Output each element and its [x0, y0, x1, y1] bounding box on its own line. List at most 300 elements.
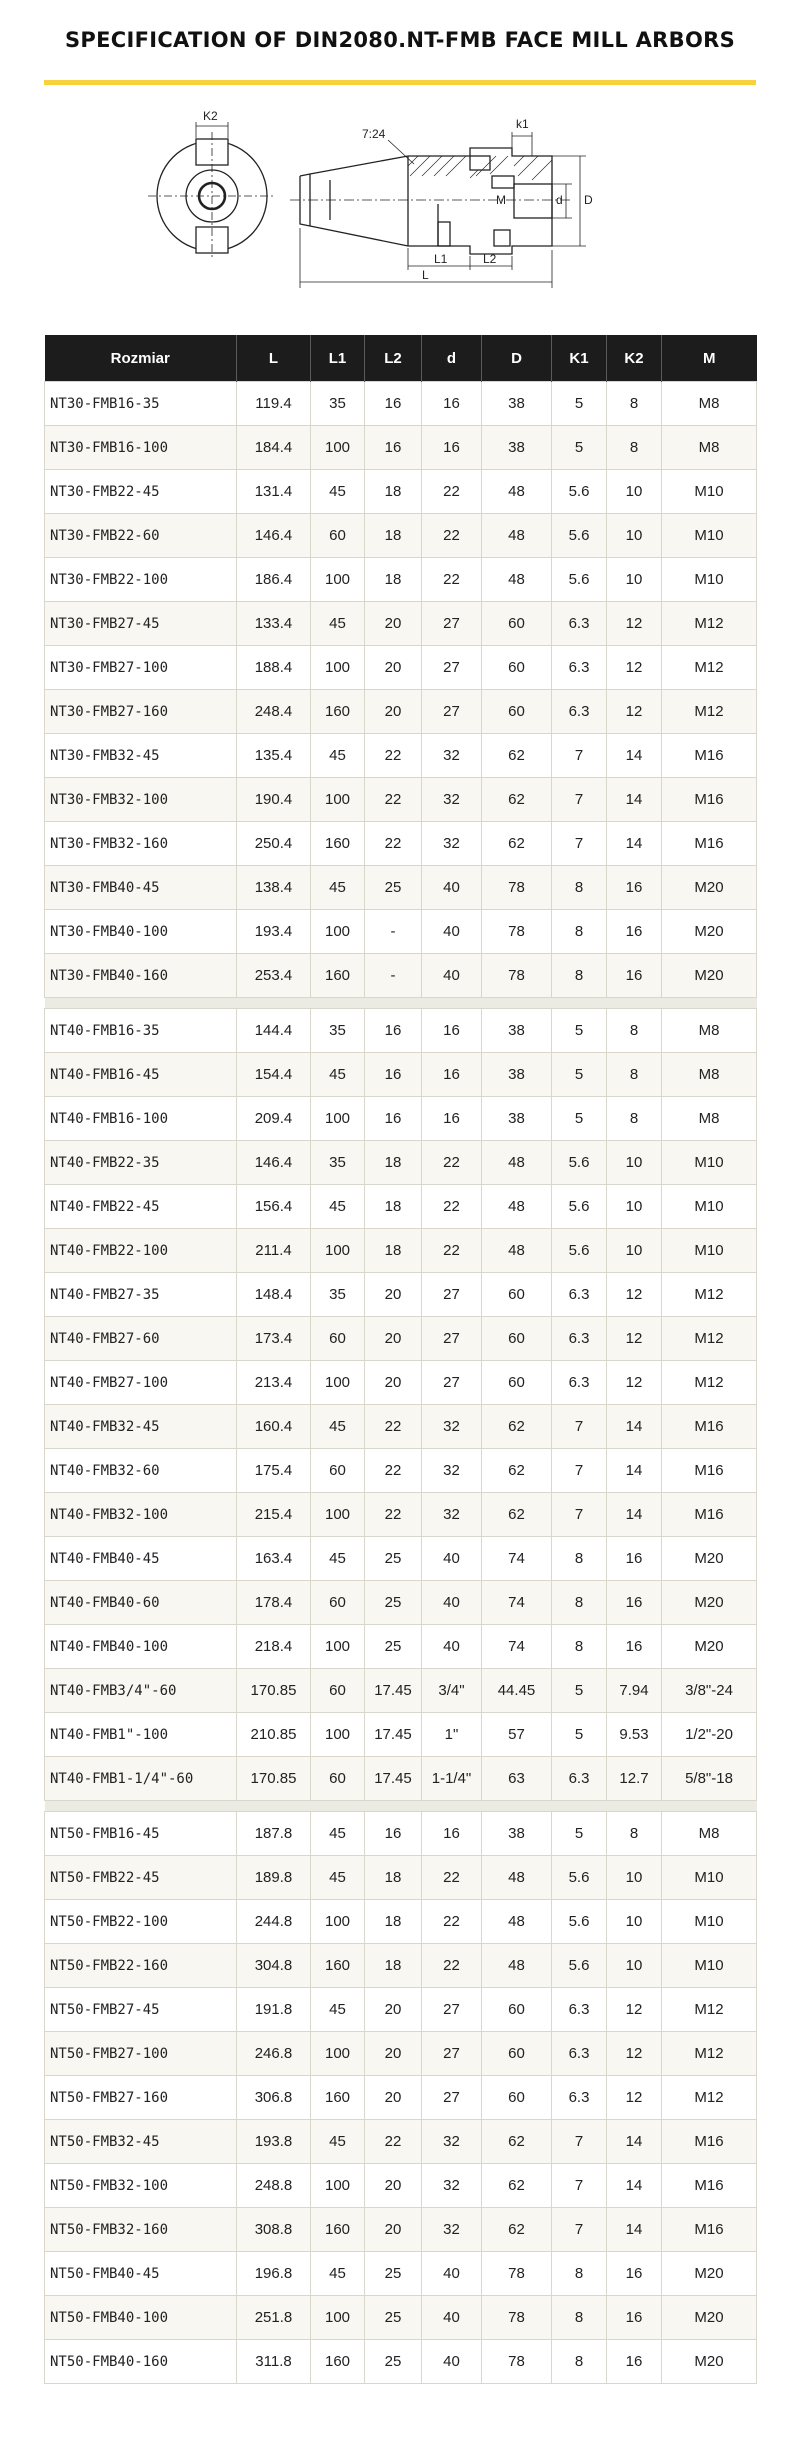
value-cell: 32: [422, 822, 482, 866]
value-cell: 10: [607, 514, 662, 558]
value-cell: 62: [482, 2208, 552, 2252]
column-header: D: [482, 335, 552, 382]
value-cell: 7: [552, 734, 607, 778]
value-cell: 22: [422, 1185, 482, 1229]
specification-table: [44, 335, 757, 2384]
value-cell: 32: [422, 2164, 482, 2208]
value-cell: 131.4: [237, 470, 311, 514]
value-cell: 17.45: [365, 1757, 422, 1801]
value-cell: M20: [662, 910, 757, 954]
value-cell: 7: [552, 2164, 607, 2208]
value-cell: 60: [311, 1581, 365, 1625]
value-cell: 1-1/4": [422, 1757, 482, 1801]
value-cell: 5: [552, 1812, 607, 1856]
value-cell: 45: [311, 1185, 365, 1229]
value-cell: 6.3: [552, 646, 607, 690]
value-cell: 62: [482, 2120, 552, 2164]
value-cell: M16: [662, 734, 757, 778]
value-cell: 188.4: [237, 646, 311, 690]
value-cell: 62: [482, 734, 552, 778]
value-cell: 5.6: [552, 1185, 607, 1229]
value-cell: 135.4: [237, 734, 311, 778]
value-cell: 6.3: [552, 602, 607, 646]
value-cell: 184.4: [237, 426, 311, 470]
value-cell: 22: [365, 1449, 422, 1493]
label-k2: K2: [203, 109, 218, 123]
value-cell: 10: [607, 1229, 662, 1273]
value-cell: 8: [552, 2296, 607, 2340]
value-cell: 60: [482, 2076, 552, 2120]
value-cell: 8: [552, 1581, 607, 1625]
value-cell: 189.8: [237, 1856, 311, 1900]
value-cell: 100: [311, 1097, 365, 1141]
value-cell: 45: [311, 1053, 365, 1097]
value-cell: 18: [365, 470, 422, 514]
value-cell: 10: [607, 1856, 662, 1900]
value-cell: M12: [662, 1273, 757, 1317]
value-cell: 16: [607, 910, 662, 954]
label-m: M: [496, 193, 506, 207]
value-cell: 193.8: [237, 2120, 311, 2164]
value-cell: 6.3: [552, 1273, 607, 1317]
value-cell: 48: [482, 514, 552, 558]
value-cell: 35: [311, 382, 365, 426]
value-cell: M8: [662, 426, 757, 470]
value-cell: 16: [365, 426, 422, 470]
label-taper: 7:24: [362, 127, 386, 141]
value-cell: 163.4: [237, 1537, 311, 1581]
value-cell: 12: [607, 2032, 662, 2076]
value-cell: 22: [365, 778, 422, 822]
value-cell: 16: [607, 1581, 662, 1625]
value-cell: 20: [365, 602, 422, 646]
value-cell: 146.4: [237, 1141, 311, 1185]
value-cell: 60: [311, 514, 365, 558]
table-row: [45, 1097, 757, 1141]
value-cell: 45: [311, 1856, 365, 1900]
value-cell: 27: [422, 1361, 482, 1405]
value-cell: 253.4: [237, 954, 311, 998]
table-row: [45, 1713, 757, 1757]
value-cell: 248.8: [237, 2164, 311, 2208]
value-cell: 6.3: [552, 2076, 607, 2120]
value-cell: 48: [482, 1856, 552, 1900]
value-cell: 25: [365, 866, 422, 910]
value-cell: 22: [365, 2120, 422, 2164]
value-cell: 20: [365, 2076, 422, 2120]
value-cell: 62: [482, 778, 552, 822]
value-cell: 209.4: [237, 1097, 311, 1141]
value-cell: 32: [422, 2120, 482, 2164]
value-cell: 40: [422, 2252, 482, 2296]
table-row: [45, 1757, 757, 1801]
value-cell: 8: [607, 1053, 662, 1097]
table-row: [45, 1625, 757, 1669]
value-cell: 14: [607, 2120, 662, 2164]
size-cell: NT40-FMB1"-100: [45, 1713, 237, 1757]
table-row: [45, 1317, 757, 1361]
table-row: [45, 2296, 757, 2340]
value-cell: 6.3: [552, 2032, 607, 2076]
table-header-row: [45, 335, 757, 382]
size-cell: NT50-FMB22-45: [45, 1856, 237, 1900]
value-cell: 22: [365, 734, 422, 778]
value-cell: 78: [482, 2296, 552, 2340]
value-cell: 74: [482, 1625, 552, 1669]
value-cell: 8: [552, 910, 607, 954]
table-row: [45, 734, 757, 778]
table-row: [45, 910, 757, 954]
value-cell: 40: [422, 1625, 482, 1669]
value-cell: 22: [365, 1493, 422, 1537]
value-cell: 32: [422, 778, 482, 822]
column-header: K1: [552, 335, 607, 382]
value-cell: 193.4: [237, 910, 311, 954]
value-cell: 3/8"-24: [662, 1669, 757, 1713]
group-separator: [45, 998, 757, 1009]
value-cell: 17.45: [365, 1669, 422, 1713]
value-cell: 16: [607, 954, 662, 998]
size-cell: NT50-FMB16-45: [45, 1812, 237, 1856]
value-cell: 16: [365, 1812, 422, 1856]
table-row: [45, 2164, 757, 2208]
table-row: [45, 1856, 757, 1900]
value-cell: 7: [552, 1493, 607, 1537]
size-cell: NT30-FMB22-60: [45, 514, 237, 558]
value-cell: 8: [607, 382, 662, 426]
value-cell: 5.6: [552, 514, 607, 558]
label-k1: k1: [516, 117, 529, 131]
value-cell: 12: [607, 646, 662, 690]
value-cell: 5.6: [552, 470, 607, 514]
value-cell: 191.8: [237, 1988, 311, 2032]
value-cell: 16: [422, 1009, 482, 1053]
value-cell: 10: [607, 1900, 662, 1944]
value-cell: 14: [607, 2208, 662, 2252]
size-cell: NT50-FMB40-100: [45, 2296, 237, 2340]
size-cell: NT30-FMB32-160: [45, 822, 237, 866]
value-cell: 40: [422, 910, 482, 954]
size-cell: NT50-FMB40-160: [45, 2340, 237, 2384]
value-cell: 186.4: [237, 558, 311, 602]
table-row: [45, 1141, 757, 1185]
value-cell: 10: [607, 1141, 662, 1185]
value-cell: 190.4: [237, 778, 311, 822]
value-cell: 14: [607, 734, 662, 778]
column-header: L: [237, 335, 311, 382]
value-cell: M12: [662, 602, 757, 646]
value-cell: M10: [662, 1944, 757, 1988]
value-cell: 304.8: [237, 1944, 311, 1988]
value-cell: 6.3: [552, 1988, 607, 2032]
size-cell: NT50-FMB27-45: [45, 1988, 237, 2032]
table-row: [45, 2120, 757, 2164]
value-cell: 100: [311, 778, 365, 822]
arbor-technical-drawing: [140, 104, 660, 294]
value-cell: 38: [482, 1053, 552, 1097]
value-cell: M10: [662, 514, 757, 558]
value-cell: 40: [422, 954, 482, 998]
value-cell: 12: [607, 602, 662, 646]
table-row: [45, 426, 757, 470]
value-cell: M20: [662, 1581, 757, 1625]
value-cell: 45: [311, 1988, 365, 2032]
label-small-d: d: [556, 193, 563, 207]
value-cell: 78: [482, 2252, 552, 2296]
value-cell: 5.6: [552, 1944, 607, 1988]
size-cell: NT40-FMB3/4"-60: [45, 1669, 237, 1713]
table-row: [45, 690, 757, 734]
value-cell: M10: [662, 470, 757, 514]
value-cell: 246.8: [237, 2032, 311, 2076]
value-cell: M16: [662, 2208, 757, 2252]
value-cell: 138.4: [237, 866, 311, 910]
value-cell: 244.8: [237, 1900, 311, 1944]
value-cell: 160: [311, 690, 365, 734]
value-cell: 40: [422, 2296, 482, 2340]
value-cell: M16: [662, 822, 757, 866]
size-cell: NT30-FMB22-45: [45, 470, 237, 514]
table-row: [45, 1053, 757, 1097]
value-cell: 16: [365, 1053, 422, 1097]
table-row: [45, 602, 757, 646]
value-cell: 6.3: [552, 690, 607, 734]
value-cell: 35: [311, 1273, 365, 1317]
size-cell: NT40-FMB32-100: [45, 1493, 237, 1537]
value-cell: 218.4: [237, 1625, 311, 1669]
value-cell: 16: [422, 382, 482, 426]
value-cell: 160.4: [237, 1405, 311, 1449]
value-cell: 5.6: [552, 1229, 607, 1273]
value-cell: 8: [552, 2252, 607, 2296]
size-cell: NT40-FMB27-35: [45, 1273, 237, 1317]
value-cell: 8: [552, 2340, 607, 2384]
value-cell: 5: [552, 1669, 607, 1713]
size-cell: NT50-FMB32-100: [45, 2164, 237, 2208]
value-cell: 74: [482, 1537, 552, 1581]
value-cell: 100: [311, 2296, 365, 2340]
value-cell: 38: [482, 1812, 552, 1856]
value-cell: 100: [311, 2032, 365, 2076]
value-cell: 144.4: [237, 1009, 311, 1053]
value-cell: 16: [422, 1097, 482, 1141]
value-cell: 248.4: [237, 690, 311, 734]
value-cell: 48: [482, 1900, 552, 1944]
value-cell: 16: [607, 1625, 662, 1669]
size-cell: NT40-FMB32-60: [45, 1449, 237, 1493]
value-cell: M20: [662, 866, 757, 910]
value-cell: 25: [365, 1581, 422, 1625]
value-cell: 62: [482, 2164, 552, 2208]
value-cell: 160: [311, 2208, 365, 2252]
table-row: [45, 1405, 757, 1449]
value-cell: 8: [552, 954, 607, 998]
value-cell: 27: [422, 646, 482, 690]
column-header: M: [662, 335, 757, 382]
value-cell: M10: [662, 558, 757, 602]
value-cell: 48: [482, 1229, 552, 1273]
column-header: Rozmiar: [45, 335, 237, 382]
value-cell: 32: [422, 2208, 482, 2252]
table-row: [45, 1812, 757, 1856]
value-cell: M8: [662, 1053, 757, 1097]
value-cell: 14: [607, 1449, 662, 1493]
value-cell: 100: [311, 1625, 365, 1669]
value-cell: 60: [482, 602, 552, 646]
value-cell: 45: [311, 470, 365, 514]
value-cell: 173.4: [237, 1317, 311, 1361]
value-cell: 22: [422, 1856, 482, 1900]
value-cell: M16: [662, 2120, 757, 2164]
size-cell: NT30-FMB16-35: [45, 382, 237, 426]
value-cell: 16: [607, 2340, 662, 2384]
label-l: L: [422, 268, 429, 282]
value-cell: 7: [552, 1405, 607, 1449]
value-cell: 40: [422, 1537, 482, 1581]
value-cell: 40: [422, 2340, 482, 2384]
value-cell: 60: [482, 1317, 552, 1361]
value-cell: 38: [482, 426, 552, 470]
value-cell: 20: [365, 1317, 422, 1361]
value-cell: 16: [607, 2252, 662, 2296]
table-row: [45, 1537, 757, 1581]
value-cell: 133.4: [237, 602, 311, 646]
value-cell: 27: [422, 2032, 482, 2076]
value-cell: 7: [552, 778, 607, 822]
value-cell: 170.85: [237, 1669, 311, 1713]
value-cell: 20: [365, 2208, 422, 2252]
value-cell: 5.6: [552, 1900, 607, 1944]
value-cell: 16: [422, 426, 482, 470]
value-cell: 8: [552, 866, 607, 910]
value-cell: 18: [365, 1141, 422, 1185]
size-cell: NT50-FMB27-100: [45, 2032, 237, 2076]
size-cell: NT30-FMB16-100: [45, 426, 237, 470]
value-cell: 14: [607, 778, 662, 822]
value-cell: 45: [311, 1537, 365, 1581]
column-header: L2: [365, 335, 422, 382]
value-cell: 20: [365, 2032, 422, 2076]
value-cell: 10: [607, 1944, 662, 1988]
value-cell: 1": [422, 1713, 482, 1757]
value-cell: 5: [552, 426, 607, 470]
value-cell: 45: [311, 2252, 365, 2296]
column-header: K2: [607, 335, 662, 382]
value-cell: M16: [662, 1405, 757, 1449]
value-cell: 22: [422, 514, 482, 558]
value-cell: 60: [311, 1449, 365, 1493]
value-cell: 32: [422, 734, 482, 778]
value-cell: 100: [311, 1900, 365, 1944]
size-cell: NT40-FMB16-100: [45, 1097, 237, 1141]
value-cell: 5: [552, 1713, 607, 1757]
value-cell: 5.6: [552, 558, 607, 602]
value-cell: 16: [607, 2296, 662, 2340]
table-row: [45, 1988, 757, 2032]
label-l1: L1: [434, 252, 448, 266]
value-cell: 3/4": [422, 1669, 482, 1713]
table-row: [45, 822, 757, 866]
value-cell: 22: [422, 558, 482, 602]
value-cell: 16: [365, 1009, 422, 1053]
value-cell: 5.6: [552, 1141, 607, 1185]
table-row: [45, 866, 757, 910]
table-row: [45, 1361, 757, 1405]
value-cell: 78: [482, 2340, 552, 2384]
size-cell: NT50-FMB32-160: [45, 2208, 237, 2252]
value-cell: 12: [607, 1988, 662, 2032]
value-cell: 14: [607, 1405, 662, 1449]
value-cell: 7: [552, 2208, 607, 2252]
column-header: d: [422, 335, 482, 382]
value-cell: M20: [662, 2296, 757, 2340]
value-cell: 22: [365, 822, 422, 866]
size-cell: NT40-FMB40-45: [45, 1537, 237, 1581]
value-cell: 100: [311, 426, 365, 470]
value-cell: 35: [311, 1009, 365, 1053]
value-cell: 14: [607, 1493, 662, 1537]
value-cell: 60: [482, 2032, 552, 2076]
size-cell: NT30-FMB27-160: [45, 690, 237, 734]
value-cell: 48: [482, 558, 552, 602]
value-cell: 18: [365, 1856, 422, 1900]
value-cell: 45: [311, 602, 365, 646]
table-row: [45, 1669, 757, 1713]
value-cell: M12: [662, 1988, 757, 2032]
value-cell: 12: [607, 2076, 662, 2120]
value-cell: 7: [552, 822, 607, 866]
value-cell: M16: [662, 1449, 757, 1493]
size-cell: NT40-FMB27-60: [45, 1317, 237, 1361]
table-row: [45, 1229, 757, 1273]
value-cell: 78: [482, 954, 552, 998]
value-cell: M20: [662, 1537, 757, 1581]
value-cell: 16: [422, 1812, 482, 1856]
value-cell: 22: [422, 1944, 482, 1988]
value-cell: 18: [365, 1900, 422, 1944]
value-cell: 22: [422, 470, 482, 514]
value-cell: 100: [311, 1361, 365, 1405]
table-row: [45, 1581, 757, 1625]
value-cell: 146.4: [237, 514, 311, 558]
value-cell: 35: [311, 1141, 365, 1185]
value-cell: 311.8: [237, 2340, 311, 2384]
value-cell: 7: [552, 2120, 607, 2164]
value-cell: 16: [422, 1053, 482, 1097]
size-cell: NT30-FMB40-100: [45, 910, 237, 954]
value-cell: M8: [662, 1812, 757, 1856]
value-cell: 16: [365, 382, 422, 426]
value-cell: 18: [365, 1185, 422, 1229]
table-row: [45, 1449, 757, 1493]
size-cell: NT40-FMB40-100: [45, 1625, 237, 1669]
table-row: [45, 1900, 757, 1944]
value-cell: 32: [422, 1449, 482, 1493]
value-cell: 18: [365, 514, 422, 558]
value-cell: 100: [311, 2164, 365, 2208]
value-cell: 74: [482, 1581, 552, 1625]
value-cell: 187.8: [237, 1812, 311, 1856]
value-cell: 211.4: [237, 1229, 311, 1273]
size-cell: NT50-FMB32-45: [45, 2120, 237, 2164]
value-cell: 9.53: [607, 1713, 662, 1757]
value-cell: 160: [311, 1944, 365, 1988]
value-cell: -: [365, 954, 422, 998]
value-cell: 308.8: [237, 2208, 311, 2252]
value-cell: 48: [482, 1944, 552, 1988]
value-cell: 8: [607, 1812, 662, 1856]
value-cell: 18: [365, 1229, 422, 1273]
